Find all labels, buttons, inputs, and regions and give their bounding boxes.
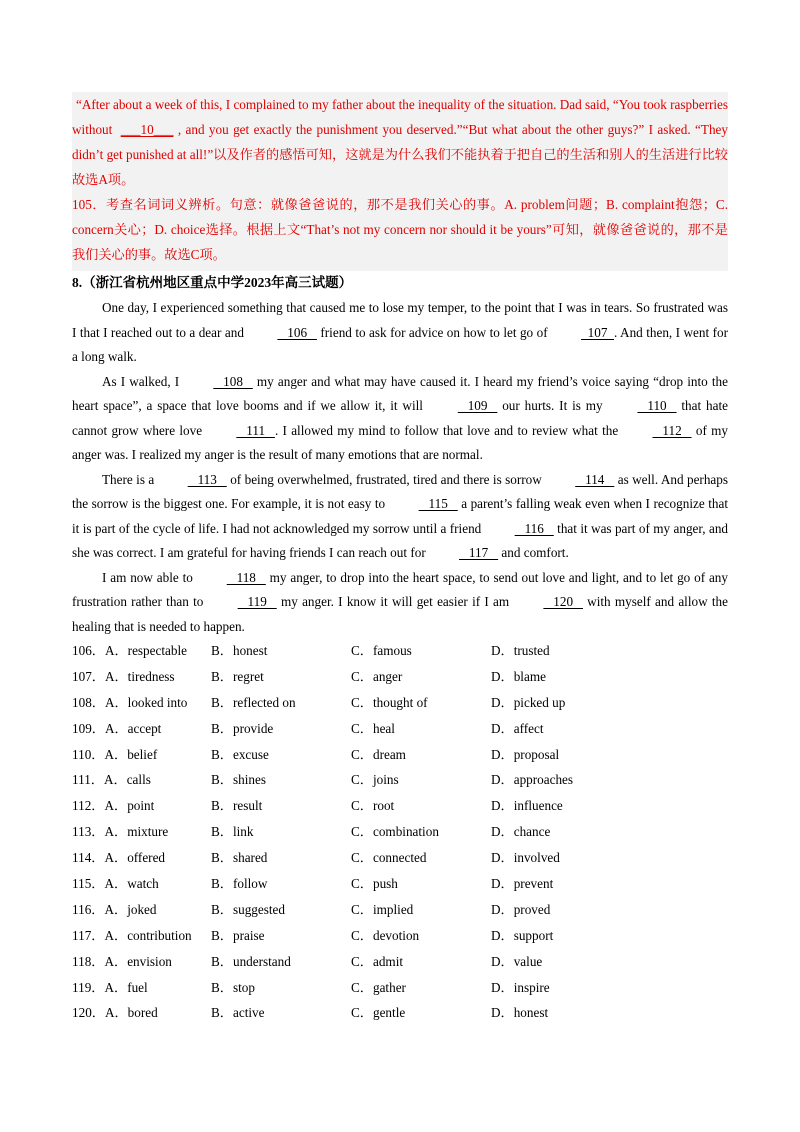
option-c: C．combination [351, 824, 439, 840]
answer-explanation [72, 92, 728, 271]
blank-111: 111 [236, 422, 275, 438]
option-b: B．stop [211, 979, 255, 995]
cloze-passage [72, 296, 728, 639]
option-a: 108．A．looked into [72, 694, 188, 710]
option-c: C．connected [351, 850, 427, 866]
option-d: D．support [491, 927, 554, 943]
blank-120: 120 [543, 594, 583, 609]
option-c: C．dream [351, 746, 406, 762]
option-a: 111．A．calls [72, 772, 151, 788]
option-a: 106．A．respectable [72, 643, 187, 658]
option-c: C．implied [351, 901, 414, 917]
blank-115: 115 [418, 496, 458, 511]
option-a: 120．A．bored [72, 1005, 158, 1021]
option-d: D．prevent [491, 876, 554, 892]
blank-107: 107 [581, 324, 615, 340]
option-d: D．picked up [491, 694, 566, 710]
option-b: B．active [211, 1005, 265, 1021]
option-b: B．suggested [211, 901, 285, 917]
answer-options [72, 638, 732, 1026]
option-b: B．shines [211, 772, 266, 788]
option-c: C．gather [351, 979, 406, 995]
blank-112: 112 [652, 422, 692, 438]
option-c: C．famous [351, 643, 412, 658]
option-b: B．regret [211, 668, 264, 684]
explanation-paragraph-1: “After about a week of this, I complained to my father about the inequality of the situation. Dad said, “You took raspberries without ___10___ , and you get exactly the punishment you deserved.”“But what about the other guys?” I asked. “They didn’t get punished at all!”以及作者的感悟可知，这就是为什么我们不能执着于把自己的生活和别人的生活进行比较故选A项。 [72, 97, 729, 187]
option-b: B．excuse [211, 746, 269, 762]
blank-106: 106 [277, 324, 317, 340]
option-c: C．root [351, 798, 395, 814]
option-c: C．thought of [351, 694, 428, 710]
passage-paragraph-2: As I walked, I 108 my anger and what may have caused it. I heard my friend’s voice saying “drop into the heart space”, a space that love booms and if we allow it, it will 109 our hurts. It is my 110 that hate cannot grow where love 111 . I allowed my mind to follow that love and to review what the 112 of my anger was. I realized my anger is the result of many emotions that are normal. [72, 370, 728, 468]
option-d: D．trusted [491, 643, 550, 658]
option-a: 118．A．envision [72, 953, 172, 969]
option-a: 117．A．contribution [72, 927, 192, 943]
option-d: D．influence [491, 798, 563, 814]
passage-paragraph-1: One day, I experienced something that caused me to lose my temper, to the point that I was in tears. So frustrated was I that I reached out to a dear and 106 friend to ask for advice on how to let go of 107 . And then, I went for a long walk. [72, 300, 729, 364]
option-c: C．heal [351, 720, 395, 736]
option-d: D．blame [491, 668, 546, 684]
option-a: 113．A．mixture [72, 824, 169, 840]
option-d: D．honest [491, 1005, 549, 1021]
option-row-112 [72, 793, 732, 819]
option-a: 109．A．accept [72, 720, 162, 736]
option-c: C．admit [351, 953, 404, 969]
option-b: B．honest [211, 643, 268, 658]
option-row-107 [72, 664, 732, 690]
option-b: B．follow [211, 876, 268, 892]
passage-paragraph-3: There is a 113 of being overwhelmed, frustrated, tired and there is sorrow 114 as well. And perhaps the sorrow is the biggest one. For example, it is not easy to 115 a parent’s falling weak even when I recognize that it is part of the cycle of life. I had not acknowledged my sorrow until a friend 116 that it was part of my anger, and she was correct. I am grateful for having friends I can reach out for 117 and comfort. [72, 468, 728, 566]
option-d: D．chance [491, 824, 551, 840]
section-title: 8.（浙江省杭州地区重点中学2023年高三试题） [72, 275, 353, 290]
option-row-118 [72, 949, 732, 975]
option-c: C．push [351, 876, 398, 892]
blank-113: 113 [187, 471, 227, 487]
option-row-110 [72, 742, 732, 768]
option-b: B．link [211, 824, 254, 840]
option-b: B．result [211, 798, 263, 814]
option-d: D．proved [491, 901, 551, 917]
option-d: D．involved [491, 850, 560, 866]
blank-114: 114 [575, 471, 615, 487]
option-a: 115．A．watch [72, 876, 159, 892]
option-c: C．anger [351, 668, 403, 684]
option-c: C．gentle [351, 1005, 406, 1021]
passage-paragraph-4: I am now able to 118 my anger, to drop into the heart space, to send out love and light, and to let go of any frustration rather than to 119 my anger. I know it will get easier if I am 120 with myself and allow the healing that is needed to happen. [72, 566, 728, 640]
option-a: 107．A．tiredness [72, 668, 175, 684]
blank-108: 108 [213, 373, 253, 389]
option-row-114 [72, 845, 732, 871]
option-d: D．value [491, 953, 543, 969]
option-a: 112．A．point [72, 798, 155, 814]
option-d: D．affect [491, 720, 544, 736]
option-row-108 [72, 690, 732, 716]
option-b: B．provide [211, 720, 274, 736]
option-d: D．inspire [491, 979, 550, 995]
option-row-106 [72, 638, 732, 664]
blank-116: 116 [514, 520, 554, 536]
option-row-111 [72, 767, 732, 793]
blank-119: 119 [237, 594, 277, 609]
option-b: B．understand [211, 953, 291, 969]
option-row-115 [72, 871, 732, 897]
explanation-paragraph-2: 105．考查名词词义辨析。句意：就像爸爸说的，那不是我们关心的事。A. problem问题；B. complaint抱怨；C. concern关心；D. choice选择。根据上文“That’s not my concern nor should it be yours”可知，就像爸爸说的，那不是我们关心的事。故选C项。 [72, 197, 728, 262]
option-d: D．proposal [491, 746, 560, 762]
blank-10: ___10___ [120, 122, 174, 137]
option-row-113 [72, 819, 732, 845]
blank-109: 109 [457, 398, 498, 413]
option-c: C．joins [351, 772, 399, 788]
option-row-109 [72, 716, 732, 742]
option-row-116 [72, 897, 732, 923]
blank-110: 110 [637, 398, 677, 413]
option-b: B．reflected on [211, 694, 296, 710]
option-c: C．devotion [351, 927, 420, 943]
option-row-119 [72, 975, 732, 1001]
option-a: 114．A．offered [72, 850, 166, 866]
option-d: D．approaches [491, 772, 574, 788]
option-row-117 [72, 923, 732, 949]
option-b: B．shared [211, 850, 268, 866]
blank-117: 117 [459, 545, 499, 560]
option-a: 119．A．fuel [72, 979, 148, 995]
option-a: 110．A．belief [72, 746, 158, 762]
blank-118: 118 [226, 569, 266, 585]
option-row-120 [72, 1000, 732, 1026]
option-b: B．praise [211, 927, 265, 943]
option-a: 116．A．joked [72, 901, 157, 917]
